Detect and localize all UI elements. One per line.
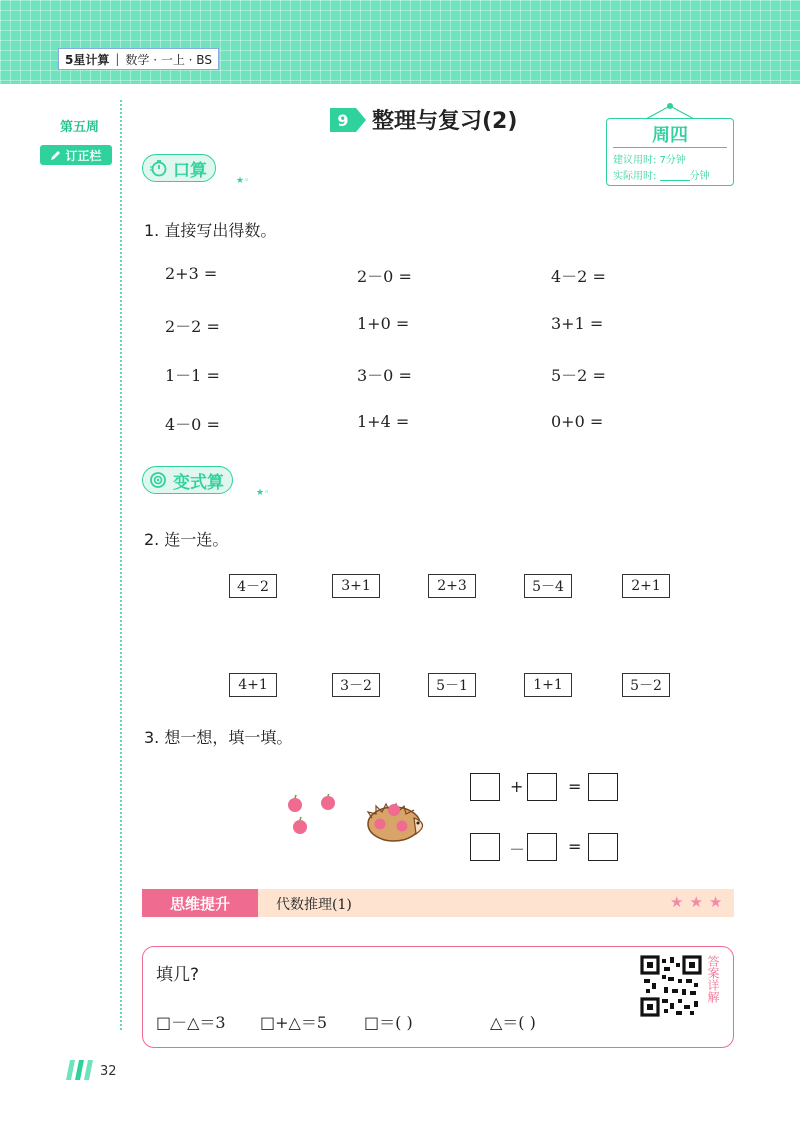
- book-brand: 5星计算: [65, 52, 110, 67]
- q2-top-card[interactable]: 2+1: [622, 574, 670, 598]
- lesson-title: 整理与复习(2): [372, 109, 518, 134]
- q2-bottom-card[interactable]: 1+1: [524, 673, 572, 697]
- thinking-label: 思维提升: [142, 889, 258, 917]
- q2-top-card[interactable]: 5－4: [524, 574, 572, 598]
- apple-icon: [288, 795, 302, 812]
- book-info: 数学 · 一上 · BS: [125, 52, 212, 67]
- correction-label: 订正栏: [65, 148, 102, 163]
- thinking-topic: 代数推理(1): [276, 897, 352, 913]
- q1-item: 4－0 =: [165, 415, 220, 434]
- q1-item: 3－0 =: [357, 366, 412, 385]
- book-tag: [58, 48, 219, 70]
- week-label: 第五周: [60, 120, 100, 135]
- equals-sign: =: [568, 837, 582, 856]
- plus-sign: +: [510, 777, 524, 796]
- answer-box[interactable]: [588, 773, 618, 801]
- q1-item: 0+0 =: [551, 412, 604, 431]
- q2-bottom-card[interactable]: 5－2: [622, 673, 670, 697]
- qr-label: 答案详解: [706, 955, 720, 1003]
- actual-time-suffix: 分钟: [689, 171, 710, 182]
- thinking-question: 填几?: [156, 965, 200, 985]
- page-number: 32: [100, 1064, 117, 1079]
- q1-item: 5－2 =: [551, 366, 606, 385]
- answer-box[interactable]: [470, 833, 500, 861]
- q1-item: 4－2 =: [551, 267, 606, 286]
- thinking-eq2: □+△＝5: [260, 1013, 328, 1032]
- q2-bottom-card[interactable]: 3－2: [332, 673, 380, 697]
- answer-box[interactable]: [470, 773, 500, 801]
- actual-time-blank[interactable]: [660, 170, 690, 181]
- section-title-variant: 变式算: [173, 472, 224, 493]
- equals-sign: =: [568, 777, 582, 796]
- difficulty-stars: ★★★: [670, 893, 729, 911]
- section-title-oral: 口算: [173, 160, 207, 181]
- q2-top-card[interactable]: 4－2: [229, 574, 277, 598]
- q2-prompt: 2. 连一连。: [144, 530, 229, 549]
- pencil-icon: [50, 149, 62, 161]
- answer-box[interactable]: [527, 773, 557, 801]
- lesson-arrow-icon: [356, 108, 366, 132]
- star-decoration-icon: ★◦: [256, 488, 270, 498]
- qr-code-icon[interactable]: [640, 955, 702, 1017]
- margin-divider: [120, 100, 122, 1030]
- apples-illustration: [284, 794, 344, 838]
- target-icon: [149, 471, 167, 489]
- q1-item: 3+1 =: [551, 314, 604, 333]
- q3-prompt: 3. 想一想，填一填。: [144, 728, 293, 747]
- q2-top-card[interactable]: 2+3: [428, 574, 476, 598]
- section-tab-variant: [142, 466, 233, 494]
- thinking-eq1: □－△＝3: [156, 1013, 226, 1032]
- stopwatch-icon: [149, 159, 167, 177]
- header-band: [0, 0, 800, 84]
- lesson-number: 9: [330, 108, 356, 132]
- q1-prompt: 1. 直接写出得数。: [144, 221, 277, 240]
- q1-item: 2－0 =: [357, 267, 412, 286]
- thinking-eq3[interactable]: □＝( ): [364, 1013, 413, 1032]
- star-decoration-icon: ★◦: [236, 176, 250, 186]
- suggested-time: 建议用时: 7分钟: [613, 155, 686, 166]
- page-bars-icon: [64, 1058, 94, 1080]
- minus-sign: －: [509, 840, 526, 859]
- q2-bottom-card[interactable]: 4+1: [229, 673, 277, 697]
- q1-item: 1－1 =: [165, 366, 220, 385]
- answer-box[interactable]: [588, 833, 618, 861]
- hedgehog-illustration: [364, 800, 434, 844]
- q2-bottom-card[interactable]: 5－1: [428, 673, 476, 697]
- actual-time: [613, 167, 710, 182]
- correction-column-tag: [40, 145, 112, 165]
- apple-icon: [293, 817, 307, 834]
- q1-item: 1+4 =: [357, 412, 410, 431]
- thinking-eq4[interactable]: △＝( ): [490, 1013, 536, 1032]
- apple-icon: [321, 794, 335, 810]
- q1-item: 2+3 =: [165, 264, 218, 283]
- q1-item: 2－2 =: [165, 317, 220, 336]
- day-card-divider: [613, 147, 727, 148]
- answer-box[interactable]: [527, 833, 557, 861]
- q1-item: 1+0 =: [357, 314, 410, 333]
- q2-top-card[interactable]: 3+1: [332, 574, 380, 598]
- actual-time-prefix: 实际用时:: [613, 171, 660, 182]
- day-card: [606, 118, 734, 186]
- day-name: 周四: [652, 125, 688, 146]
- section-tab-oral: [142, 154, 216, 182]
- book-separator: |: [115, 52, 120, 66]
